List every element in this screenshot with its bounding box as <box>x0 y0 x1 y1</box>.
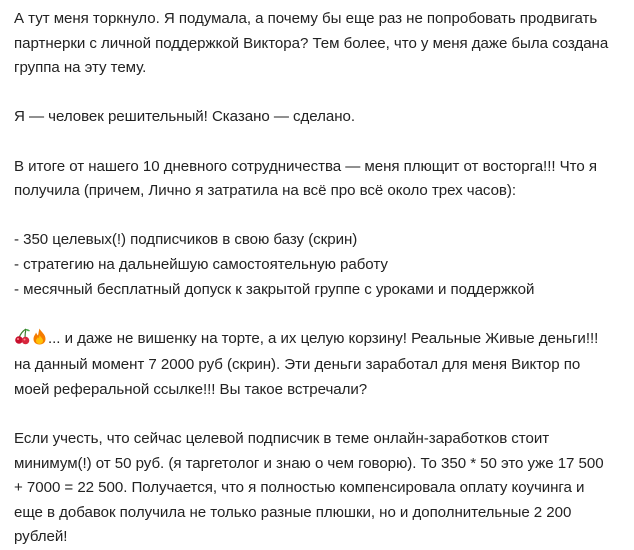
text-line: моей реферальной ссылке!!! Вы такое встречали? <box>14 380 368 398</box>
text-line: на данный момент 7 2000 руб (скрин). Эти деньги заработал для меня Виктор по <box>14 356 581 374</box>
text-line: А тут меня торкнуло. Я подумала, а почему бы еще раз не попробовать продвигать <box>14 10 598 27</box>
list-item: - 350 целевых(!) подписчиков в свою базу (скрин) <box>14 231 358 249</box>
text-line: минимум(!) от 50 руб. (я таргетолог и знаю о чем говорю). То 350 * 50 это уже 17 500 <box>14 454 604 472</box>
results-list <box>14 228 624 302</box>
paragraph-result <box>14 155 624 204</box>
text-line: + 7000 = 22 500. Получается, что я полностью компенсировала оплату коучинга и <box>14 479 585 497</box>
text-line: еще в добавок получила не только разные плюшки, но и дополнительные 2 200 <box>14 503 572 521</box>
cherries-icon <box>14 328 31 354</box>
paragraph-decision <box>14 105 624 130</box>
text-line: партнерки с личной поддержкой Виктора? Тем более, что у меня даже была создана <box>14 34 609 52</box>
paragraph-intro <box>14 7 624 81</box>
text-line: Я — человек решительный! Сказано — сделано. <box>14 108 355 126</box>
text-line: ... и даже не вишенку на торте, а их целую корзину! Реальные Живые деньги!!! <box>48 329 599 347</box>
text-line: рублей! <box>14 528 68 546</box>
paragraph-calculation <box>14 427 624 550</box>
text-line-with-icons <box>14 327 624 354</box>
paragraph-money <box>14 327 624 403</box>
list-item: - месячный бесплатный допуск к закрытой группе с уроками и поддержкой <box>14 280 535 298</box>
list-item: - стратегию на дальнейшую самостоятельную работу <box>14 255 388 273</box>
text-line: В итоге от нашего 10 дневного сотрудничества — меня плющит от восторга!!! Что я <box>14 157 597 175</box>
text-line: группа на эту тему. <box>14 59 147 77</box>
fire-icon <box>32 328 47 354</box>
text-line: получила (причем, Лично я затратила на всё про всё около трех часов): <box>14 182 517 200</box>
text-line: Если учесть, что сейчас целевой подписчик в теме онлайн-заработков стоит <box>14 430 550 448</box>
